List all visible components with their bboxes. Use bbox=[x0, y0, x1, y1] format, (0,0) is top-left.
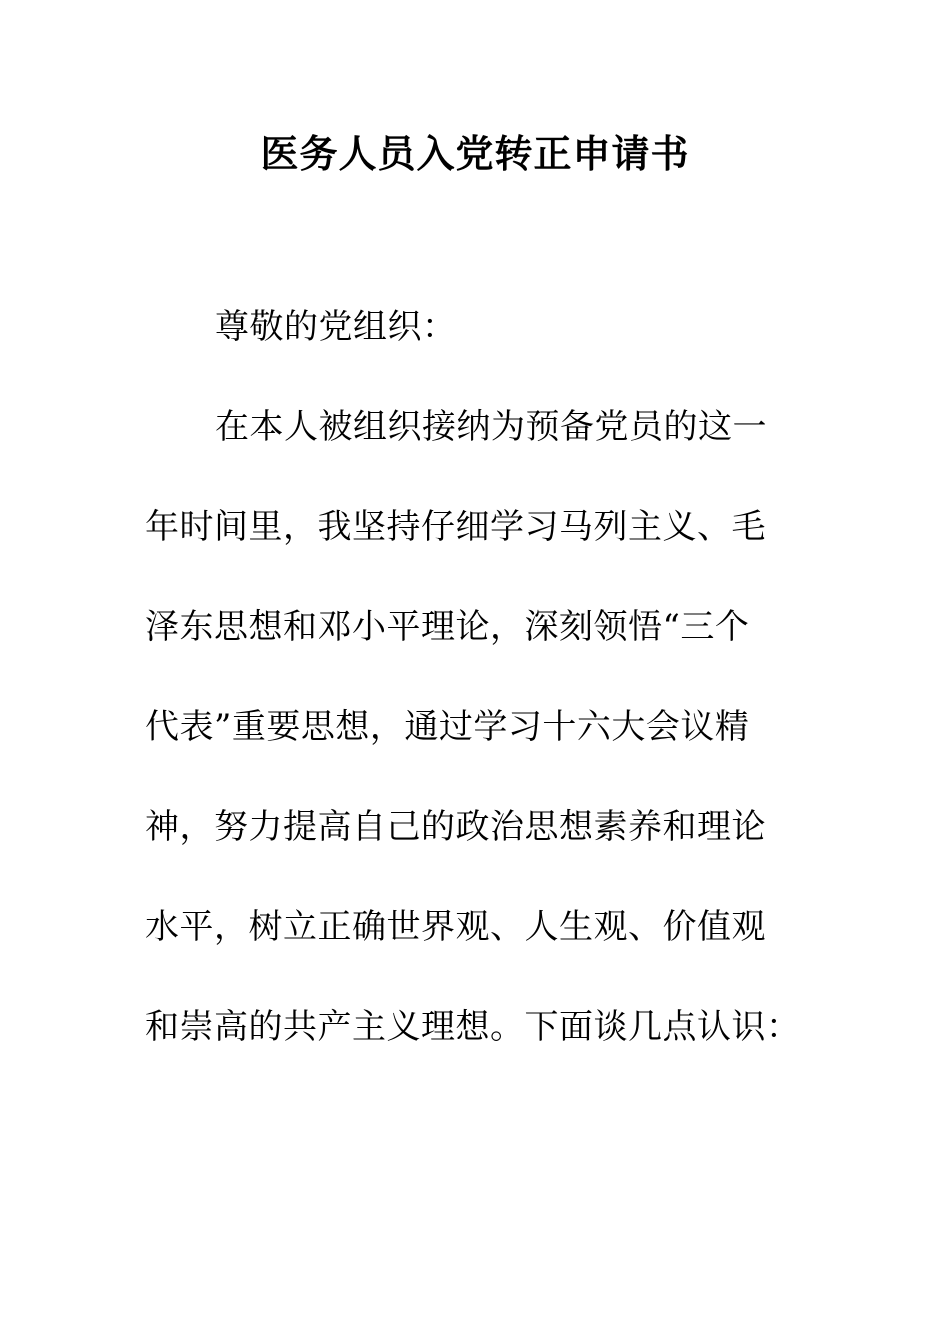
body-line: 水平，树立正确世界观、人生观、价值观 bbox=[145, 907, 766, 947]
body-line: 年时间里，我坚持仔细学习马列主义、毛 bbox=[145, 507, 766, 547]
body-line: 在本人被组织接纳为预备党员的这一 bbox=[215, 407, 767, 447]
body-line: 神，努力提高自己的政治思想素养和理论 bbox=[145, 807, 766, 847]
document-title: 医务人员入党转正申请书 bbox=[260, 132, 690, 176]
salutation: 尊敬的党组织： bbox=[215, 307, 457, 347]
body-line: 泽东思想和邓小平理论，深刻领悟“三个 bbox=[145, 607, 750, 647]
body-line: 和崇高的共产主义理想。下面谈几点认识： bbox=[145, 1007, 801, 1047]
body-line: 代表”重要思想，通过学习十六大会议精 bbox=[145, 707, 750, 747]
